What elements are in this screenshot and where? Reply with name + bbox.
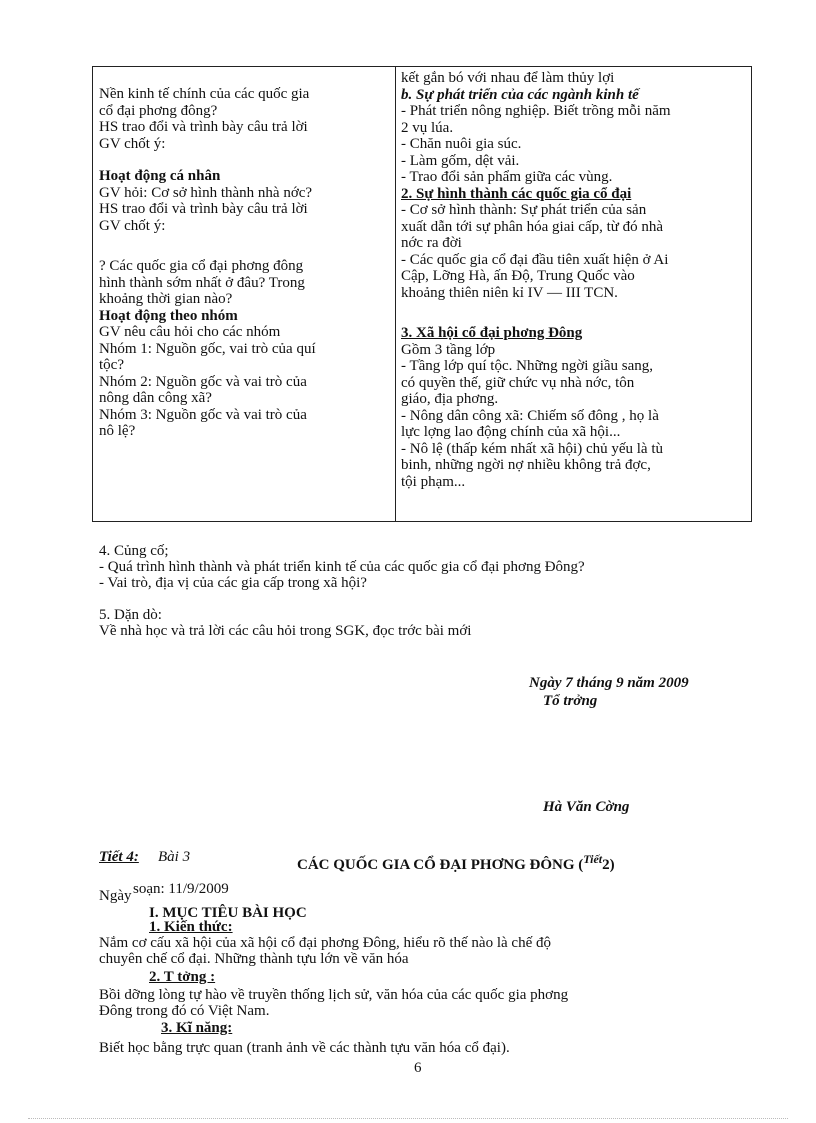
lesson-title-text: CÁC QUỐC GIA CỔ ĐẠI PHƠNG ĐÔNG ( [297,857,584,873]
table-left-line: hình thành sớm nhất ở đâu? Trong [99,274,305,291]
table-right-line: Cập, Lỡng Hà, ấn Độ, Trung Quốc vào [401,268,635,284]
attitude-text: Đông trong đó có Việt Nam. [99,1003,270,1019]
page-bottom-rule [28,1118,788,1119]
attitude-heading: 2. T tởng : [149,969,216,985]
table-left-line: khoảng thời gian nào? [99,291,233,307]
table-right-line: binh, những ngời nợ nhiều không trả đợc, [401,457,651,473]
table-right-line: lực lợng lao động chính của xã hội... [401,424,621,440]
lesson-tiet: Tiết 4: [99,849,139,865]
table-right-line [401,301,746,325]
table-left-line: tộc? [99,357,124,373]
table-column-divider [395,66,396,522]
consolidate-line: - Quá trình hình thành và phát triển kinh tế của các quốc gia cổ đại phơng Đông? [99,559,585,575]
table-right-line: khoảng thiên niên kỉ IV — III TCN. [401,284,618,301]
skills-heading: 3. Kĩ năng: [161,1020,233,1036]
table-left-column [99,86,389,440]
table-left-line: ? Các quốc gia cổ đại phơng đông [99,258,304,274]
table-left-line: Nhóm 2: Nguồn gốc và vai trò của [99,373,307,390]
table-left-line [99,152,389,168]
section-heading: 3. Xã hội cổ đại phơng Đông [401,325,583,341]
section-objectives: I. MỤC TIÊU BÀI HỌC [149,905,307,921]
consolidate-line: - Vai trò, địa vị của các gia cấp trong xã hội? [99,575,367,591]
signature-role: Tổ trởng [543,693,598,709]
homework-line: Về nhà học và trả lời các câu hỏi trong SGK, đọc trớc bài mới [99,623,472,639]
table-left-line: HS trao đổi và trình bày câu trả lời [99,119,308,135]
consolidate-heading: 4. Củng cố; [99,543,169,559]
table-left-line: GV hỏi: Cơ sở hình thành nhà nớc? [99,184,313,201]
table-left-line: nô lệ? [99,423,136,439]
homework-heading [99,607,162,623]
knowledge-text: Nắm cơ cấu xã hội của xã hội cổ đại phơng Đông, hiểu rõ thế nào là chế độ [99,935,551,951]
skills-text: Biết học bằng trực quan (tranh ảnh về các thành tựu văn hóa cổ đại). [99,1040,510,1056]
lesson-title-num: 2) [602,857,615,873]
table-left-line: GV chốt ý: [99,135,166,152]
table-left-line: Nhóm 3: Nguồn gốc và vai trò của [99,406,307,423]
signature-name: Hà Văn Cờng [543,799,630,815]
lesson-title-tiet: Tiết [583,852,603,866]
table-right-line: - Tầng lớp quí tộc. Những ngời giầu sang, [401,358,654,374]
table-right-line: xuất dẫn tới sự phân hóa giai cấp, từ đó nhà [401,218,664,235]
table-right-line: Gồm 3 tầng lớp [401,341,496,358]
table-left-line: cổ đại phơng đông? [99,102,218,119]
table-right-line: 2 vụ lúa. [401,119,454,136]
table-right-line: có quyền thế, giữ chức vụ nhà nớc, tôn [401,374,635,391]
table-right-line: nớc ra đời [401,235,462,251]
knowledge-heading: 1. Kiến thức: [149,919,233,935]
table-right-line: - Cơ sở hình thành: Sự phát triển của sản [401,202,647,218]
table-right-line: - Các quốc gia cổ đại đầu tiên xuất hiện ở Ai [401,251,669,268]
table-right-line: giáo, địa phơng. [401,391,499,407]
table-left-line: GV nêu câu hỏi cho các nhóm [99,324,281,340]
table-right-line: - Trao đổi sản phẩm giữa các vùng. [401,169,613,185]
table-right-line: - Nông dân công xã: Chiếm số đông , họ là [401,407,659,424]
table-left-line: nông dân công xã? [99,390,212,406]
subsection-heading: b. Sự phát triển của các ngành kinh tế [401,86,639,103]
table-right-line: kết gắn bó với nhau để làm thủy lợi [401,70,615,86]
signature-date: Ngày 7 tháng 9 năm 2009 [529,675,689,691]
table-right-line: tội phạm... [401,473,466,490]
table-right-line: - Phát triển nông nghiệp. Biết trồng mỗi năm [401,103,671,119]
table-right-column [401,70,746,490]
attitude-text: Bồi dỡng lòng tự hào về truyền thống lịch sử, văn hóa của các quốc gia phơng [99,987,569,1003]
table-right-line: - Chăn nuôi gia súc. [401,136,522,152]
page-number: 6 [414,1060,422,1076]
lesson-title [297,851,615,873]
table-left-line: GV chốt ý: [99,217,166,234]
table-left-line [99,234,389,250]
table-right-line: - Làm gốm, dệt vải. [401,152,520,169]
table-left-line [99,250,389,258]
section-heading: 2. Sự hình thành các quốc gia cổ đại [401,185,632,202]
table-left-line: HS trao đổi và trình bày câu trả lời [99,201,308,217]
ngay-label: Ngày [99,888,132,904]
homework-heading-text: 5. Dặn dò: [99,607,162,623]
activity-heading: Hoạt động cá nhân [99,168,221,184]
knowledge-text: chuyên chế cổ đại. Những thành tựu lớn về văn hóa [99,951,409,967]
table-left-line: Nền kinh tế chính của các quốc gia [99,86,310,102]
activity-heading: Hoạt động theo nhóm [99,307,238,324]
soan-date: soạn: 11/9/2009 [133,881,229,897]
table-left-line: Nhóm 1: Nguồn gốc, vai trò của quí [99,340,316,357]
table-right-line: - Nô lệ (thấp kém nhất xã hội) chủ yếu là tù [401,440,664,457]
lesson-bai: Bài 3 [158,849,191,865]
